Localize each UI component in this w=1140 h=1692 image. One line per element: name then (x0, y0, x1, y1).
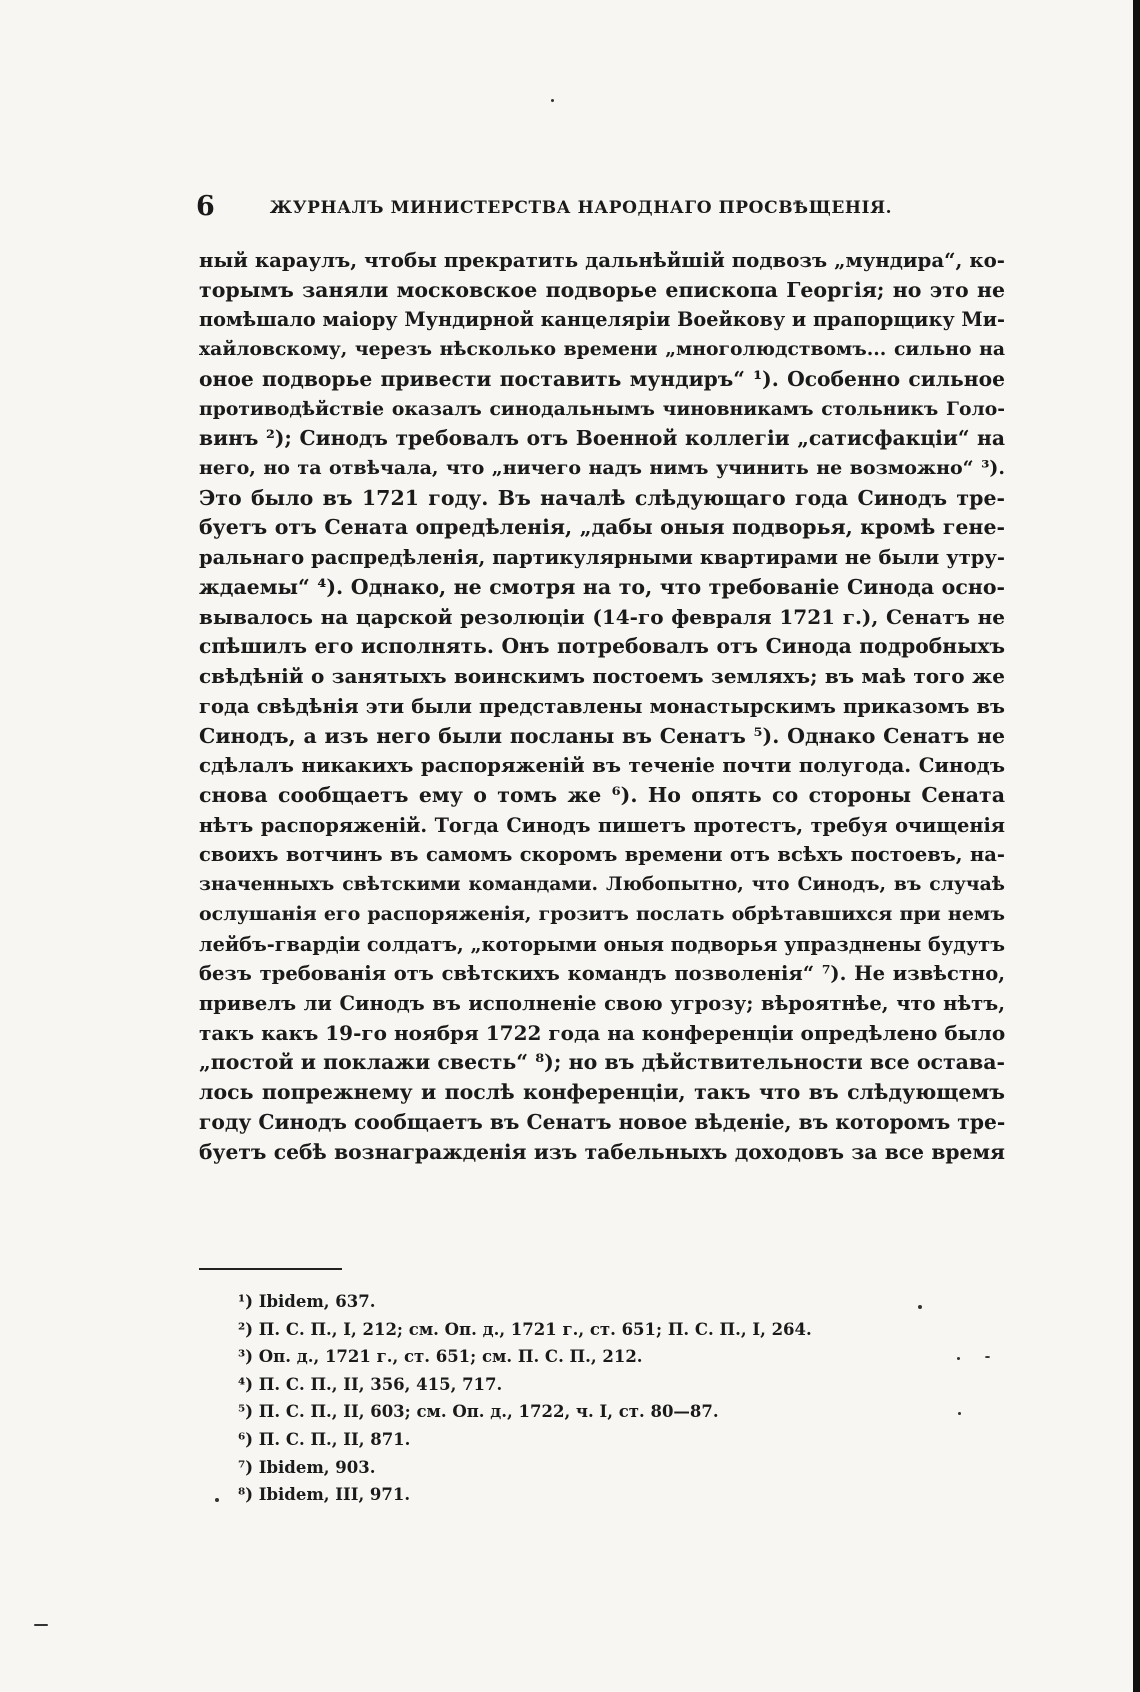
body-line: буетъ себѣ вознагражденія изъ табельныхъ доходовъ за все время (199, 1139, 1005, 1164)
scan-speck (958, 1412, 961, 1415)
scan-speck (957, 1357, 960, 1360)
body-line: ждаемы“ ⁴). Однако, не смотря на то, что требованіе Синода осно- (199, 574, 1005, 599)
scan-speck (918, 1305, 922, 1309)
body-line: Это было въ 1721 году. Въ началѣ слѣдующаго года Синодъ тре- (199, 485, 1005, 510)
body-line: снова сообщаетъ ему о томъ же ⁶). Но опять со стороны Сената (199, 782, 1005, 807)
footnote: ⁶) П. С. П., II, 871. (238, 1429, 411, 1449)
footnote: ⁴) П. С. П., II, 356, 415, 717. (238, 1374, 503, 1394)
body-line: ральнаго распредѣленія, партикулярными квартирами не были утру- (199, 546, 1005, 570)
footnote: ²) П. С. П., I, 212; см. Оп. д., 1721 г., ст. 651; П. С. П., I, 264. (238, 1319, 812, 1339)
body-line: лось попрежнему и послѣ конференціи, такъ что въ слѣдующемъ (199, 1080, 1005, 1105)
body-line: года свѣдѣнія эти были представлены монастырскимъ приказомъ въ (199, 694, 1005, 718)
body-line: своихъ вотчинъ въ самомъ скоромъ времени отъ всѣхъ постоевъ, на- (199, 843, 1005, 867)
scan-speck (985, 1356, 990, 1358)
body-line: вывалось на царской резолюціи (14-го февраля 1721 г.), Сенатъ не (199, 604, 1005, 629)
body-line: противодѣйствіе оказалъ синодальнымъ чиновникамъ стольникъ Голо- (199, 397, 1005, 420)
body-line: торымъ заняли московское подворье епископа Георгія; но это не (199, 277, 1005, 302)
running-head: ЖУРНАЛЪ МИНИСТЕРСТВА НАРОДНАГО ПРОСВѢЩЕНІЯ. (269, 198, 893, 218)
page-header (196, 192, 906, 224)
scan-speck (551, 99, 554, 102)
body-line: году Синодъ сообщаетъ въ Сенатъ новое вѣденіе, въ которомъ тре- (199, 1109, 1006, 1134)
body-line: лейбъ-гвардіи солдатъ, „которыми оныя подворья упразднены будутъ (199, 932, 1005, 956)
body-line: винъ ²); Синодъ требовалъ отъ Военной коллегіи „сатисфакціи“ на (199, 426, 1005, 451)
scan-speck (215, 1498, 219, 1502)
body-line: спѣшилъ его исполнять. Онъ потребовалъ отъ Синода подробныхъ (199, 634, 1005, 659)
footnote: ⁵) П. С. П., II, 603; см. Оп. д., 1722, ч. I, ст. 80—87. (238, 1402, 719, 1422)
body-line: привелъ ли Синодъ въ исполненіе свою угрозу; вѣроятнѣе, что нѣтъ, (199, 991, 1005, 1015)
body-line: свѣдѣній о занятыхъ воинскимъ постоемъ земляхъ; въ маѣ того же (199, 664, 1005, 689)
scan-edge (1133, 0, 1140, 1692)
footnote: ³) Оп. д., 1721 г., ст. 651; см. П. С. П., 212. (238, 1347, 643, 1367)
footnote: ⁸) Ibidem, III, 971. (238, 1485, 411, 1505)
page-number: 6 (196, 191, 215, 222)
body-text (199, 246, 1005, 1167)
body-line: оное подворье привести поставить мундиръ“ ¹). Особенно сильное (199, 366, 1005, 391)
footnotes (238, 1288, 938, 1509)
body-line: „постой и поклажи свесть“ ⁸); но въ дѣйствительности все остава- (199, 1050, 1005, 1075)
body-line: хайловскому, черезъ нѣсколько времени „многолюдствомъ... сильно на (199, 338, 1005, 361)
body-line: ный караулъ, чтобы прекратить дальнѣйшій подвозъ „мундира“, ко- (199, 248, 1005, 272)
body-line: буетъ отъ Сената опредѣленія, „дабы оныя подворья, кромѣ гене- (199, 515, 1005, 540)
body-line: такъ какъ 19-го ноября 1722 года на конференціи опредѣлено было (199, 1020, 1006, 1045)
footnote: ¹) Ibidem, 637. (238, 1292, 376, 1311)
footnote-rule (199, 1268, 342, 1270)
scan-speck (34, 1624, 48, 1626)
body-line: значенныхъ свѣтскими командами. Любопытно, что Синодъ, въ случаѣ (199, 873, 1005, 896)
body-line: него, но та отвѣчала, что „ничего надъ нимъ учинить не возможно“ ³). (199, 457, 1005, 480)
footnote: ⁷) Ibidem, 903. (238, 1457, 376, 1477)
body-line: помѣшало маіору Мундирной канцеляріи Воейкову и прапорщику Ми- (199, 308, 1005, 332)
body-line: безъ требованія отъ свѣтскихъ командъ позволенія“ ⁷). Не извѣстно, (199, 962, 1005, 986)
body-line: сдѣлалъ никакихъ распоряженій въ теченіе почти полугода. Синодъ (199, 753, 1005, 778)
body-line: нѣтъ распоряженій. Тогда Синодъ пишетъ протестъ, требуя очищенія (199, 813, 1005, 837)
body-line: ослушанія его распоряженія, грозитъ послать обрѣтавшихся при немъ (199, 902, 1005, 925)
body-line: Синодъ, а изъ него были посланы въ Сенатъ ⁵). Однако Сенатъ не (199, 723, 1005, 748)
